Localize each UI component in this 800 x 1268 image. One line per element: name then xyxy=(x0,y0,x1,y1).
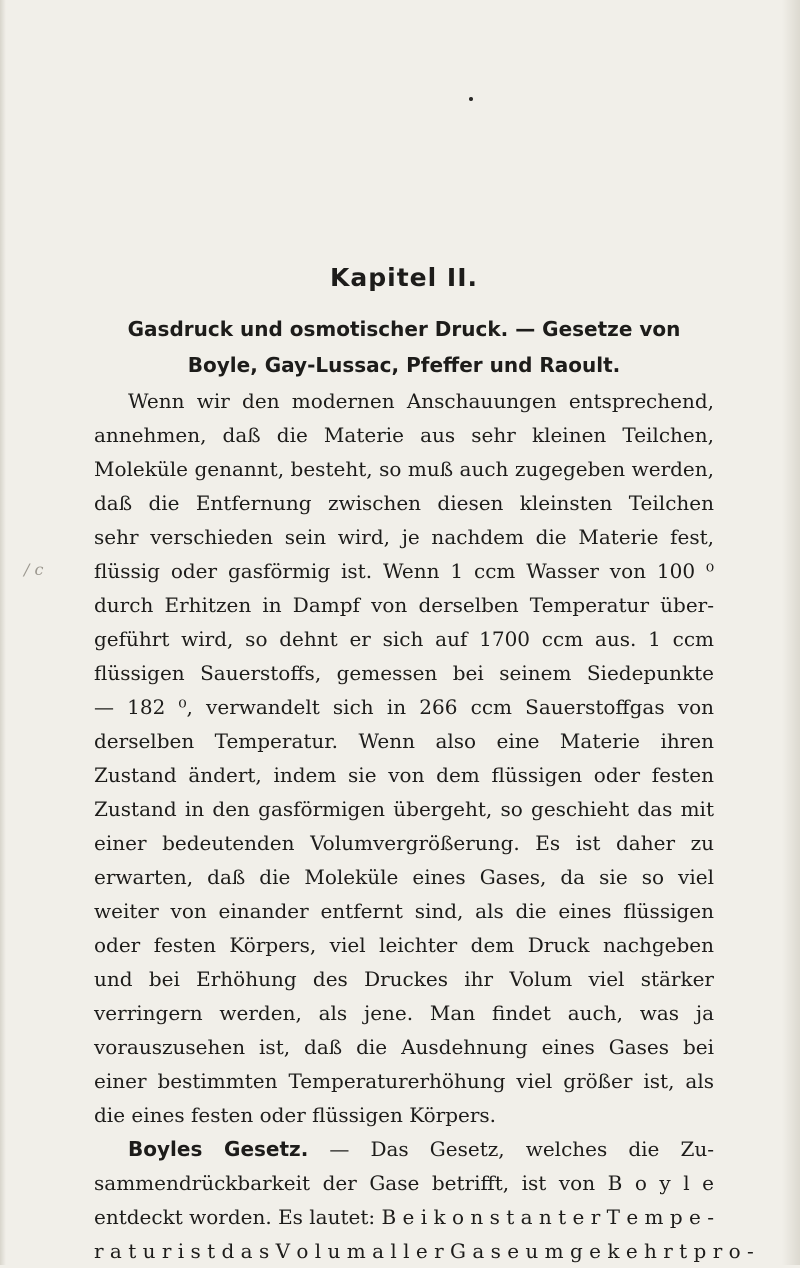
section-heading-line-2: Boyle, Gay-Lussac, Pfeffer und Raoult. xyxy=(187,353,621,377)
body-line: Zustand ändert, indem sie von dem flüssigen oder festen xyxy=(94,763,714,787)
page-edge-left xyxy=(0,0,6,1265)
page-edge-right xyxy=(782,0,800,1265)
body-line: und bei Erhöhung des Druckes ihr Volum viel stärker xyxy=(94,967,714,991)
section-heading-line-1: Gasdruck und osmotischer Druck. — Gesetze von xyxy=(127,317,681,341)
body-line: daß die Entfernung zwischen diesen kleinsten Teilchen xyxy=(94,491,714,515)
margin-pencil-mark: / c xyxy=(24,560,44,579)
subsection-line: entdeckt worden. Es lautet: B e i k o n s t a n t e r T e m p e - xyxy=(94,1205,714,1229)
body-line: Zustand in den gasförmigen übergeht, so geschieht das mit xyxy=(94,797,714,821)
body-line: vorauszusehen ist, daß die Ausdehnung eines Gases bei xyxy=(94,1035,714,1059)
body-line: annehmen, daß die Materie aus sehr kleinen Teilchen, xyxy=(94,423,714,447)
body-line: — 182 ⁰, verwandelt sich in 266 ccm Sauerstoffgas von xyxy=(94,695,714,719)
subsection-line: r a t u r i s t d a s V o l u m a l l e r G a s e u m g e k e h r t p r o - xyxy=(94,1239,754,1263)
chapter-title: Kapitel II. xyxy=(330,263,478,292)
ink-dot xyxy=(469,97,473,101)
subsection-first-line xyxy=(128,1132,714,1166)
body-line: erwarten, daß die Moleküle eines Gases, da sie so viel xyxy=(94,865,714,889)
body-line: flüssigen Sauerstoffs, gemessen bei seinem Siedepunkte xyxy=(94,661,714,685)
body-line: oder festen Körpers, viel leichter dem Druck nachgeben xyxy=(94,933,714,957)
body-line: durch Erhitzen in Dampf von derselben Temperatur über- xyxy=(94,593,714,617)
subsection-line-rest: — Das Gesetz, welches die Zu- xyxy=(329,1137,714,1161)
body-line: sehr verschieden sein wird, je nachdem die Materie fest, xyxy=(94,525,714,549)
body-line: weiter von einander entfernt sind, als die eines flüssigen xyxy=(94,899,714,923)
subsection-title: Boyles Gesetz. xyxy=(128,1137,309,1161)
body-line: Wenn wir den modernen Anschauungen entsprechend, xyxy=(128,389,714,413)
body-line: Moleküle genannt, besteht, so muß auch zugegeben werden, xyxy=(94,457,714,481)
body-line: einer bestimmten Temperaturerhöhung viel größer ist, als xyxy=(94,1069,714,1093)
body-line: flüssig oder gasförmig ist. Wenn 1 ccm Wasser von 100 ⁰ xyxy=(94,559,714,583)
body-line: verringern werden, als jene. Man findet auch, was ja xyxy=(94,1001,714,1025)
body-line: einer bedeutenden Volumvergrößerung. Es ist daher zu xyxy=(94,831,714,855)
body-line: die eines festen oder flüssigen Körpers. xyxy=(94,1103,497,1127)
body-line: derselben Temperatur. Wenn also eine Materie ihren xyxy=(94,729,714,753)
subsection-line: sammendrückbarkeit der Gase betrifft, ist von B o y l e xyxy=(94,1171,714,1195)
body-line: geführt wird, so dehnt er sich auf 1700 ccm aus. 1 ccm xyxy=(94,627,714,651)
